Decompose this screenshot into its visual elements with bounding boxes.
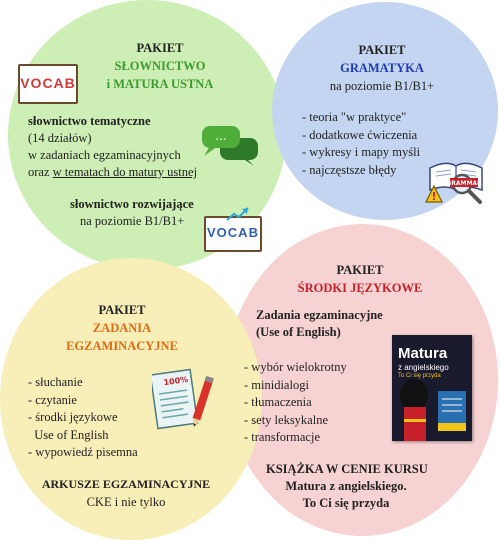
vocab-topical-label: słownictwo tematyczne: [28, 114, 151, 128]
exam-sheets-title: ARKUSZE EGZAMINACYJNE: [41, 477, 211, 491]
list-item: - minidialogi: [244, 377, 309, 392]
book-cover-tagline: To Ci się przyda: [398, 373, 441, 379]
grammar-feature-list: [302, 109, 420, 179]
vocab-package-title-2: i MATURA USTNA: [106, 77, 214, 91]
list-item: - czytanie: [28, 392, 77, 407]
vocab-extended-level: na poziomie B1/B1+: [80, 214, 185, 228]
book-promo-line-1: KSIĄŻKA W CENIE KURSU: [266, 462, 428, 476]
book-promo-line-2: Matura z angielskiego.: [285, 479, 407, 493]
vocab-package-heading: PAKIET: [136, 41, 184, 55]
vocab-extended-label: słownictwo rozwijające: [70, 197, 194, 211]
exam-sheets-subtitle: CKE i nie tylko: [86, 495, 166, 509]
vocab-topical-oral: oraz w tematach do matury ustnej: [28, 165, 198, 179]
list-item: - najczęstsze błędy: [302, 162, 397, 177]
exam-tasks-package-title-2: EGZAMINACYJNE: [66, 339, 178, 353]
list-item: Use of English: [28, 427, 109, 442]
svg-text:!: !: [431, 190, 437, 203]
list-item: - wykresy i mapy myśli: [302, 145, 421, 159]
list-item: - teoria "w praktyce": [302, 110, 407, 124]
book-promo-line-3: To Ci się przyda: [302, 496, 390, 510]
vocab-board-icon: VOCAB: [18, 64, 78, 104]
use-of-english-package-heading: PAKIET: [336, 263, 384, 277]
grammar-stamp-text: GRAMMAR: [446, 180, 482, 187]
list-item: - dodatkowe ćwiczenia: [302, 127, 418, 142]
trend-arrow-icon: [226, 206, 250, 222]
exam-tasks-package-heading: PAKIET: [98, 303, 146, 317]
use-of-english-package-title: ŚRODKI JĘZYKOWE: [297, 281, 423, 295]
use-of-english-task-list: [244, 359, 347, 447]
vocab-package-title: SŁOWNICTWO: [114, 59, 206, 73]
list-item: - wybór wielokrotny: [244, 360, 347, 374]
book-cover-subtitle: z angielskiego: [398, 363, 449, 372]
grammar-level: na poziomie B1/B1+: [329, 79, 435, 93]
grammar-package-heading: PAKIET: [358, 43, 406, 57]
list-item: - sety leksykalne: [244, 412, 329, 427]
use-of-english-subtitle-2: (Use of English): [256, 325, 341, 339]
use-of-english-subtitle: Zadania egzaminacyjne: [256, 308, 383, 322]
vocab-topical-exam: w zadaniach egzaminacyjnych: [28, 148, 181, 162]
list-item: - transformacje: [244, 430, 321, 444]
vocab-topical-count: (14 działów): [28, 131, 92, 145]
list-item: - wypowiedź pisemna: [28, 445, 138, 459]
book-cover-image[interactable]: [392, 335, 472, 441]
exam-tasks-package-title: ZADANIA: [92, 321, 152, 335]
list-item: - środki językowe: [28, 410, 118, 424]
vocab-board-icon-2: VOCAB: [204, 216, 262, 252]
list-item: - tłumaczenia: [244, 395, 312, 409]
book-cover-guard-illustration: [392, 379, 472, 441]
test-paper-pencil-icon: [152, 368, 214, 432]
test-score-text: 100%: [163, 374, 189, 388]
oral-exam-topics-link[interactable]: w tematach do matury ustnej: [52, 165, 198, 179]
chat-bubbles-icon: [198, 124, 262, 166]
grammar-package-title: GRAMATYKA: [340, 61, 424, 75]
list-item: - słuchanie: [28, 375, 83, 389]
chat-dots: ...: [215, 129, 227, 143]
book-cover-title: Matura: [398, 345, 448, 362]
exam-tasks-list: [28, 374, 138, 462]
grammar-book-magnifier-icon: [420, 150, 492, 206]
